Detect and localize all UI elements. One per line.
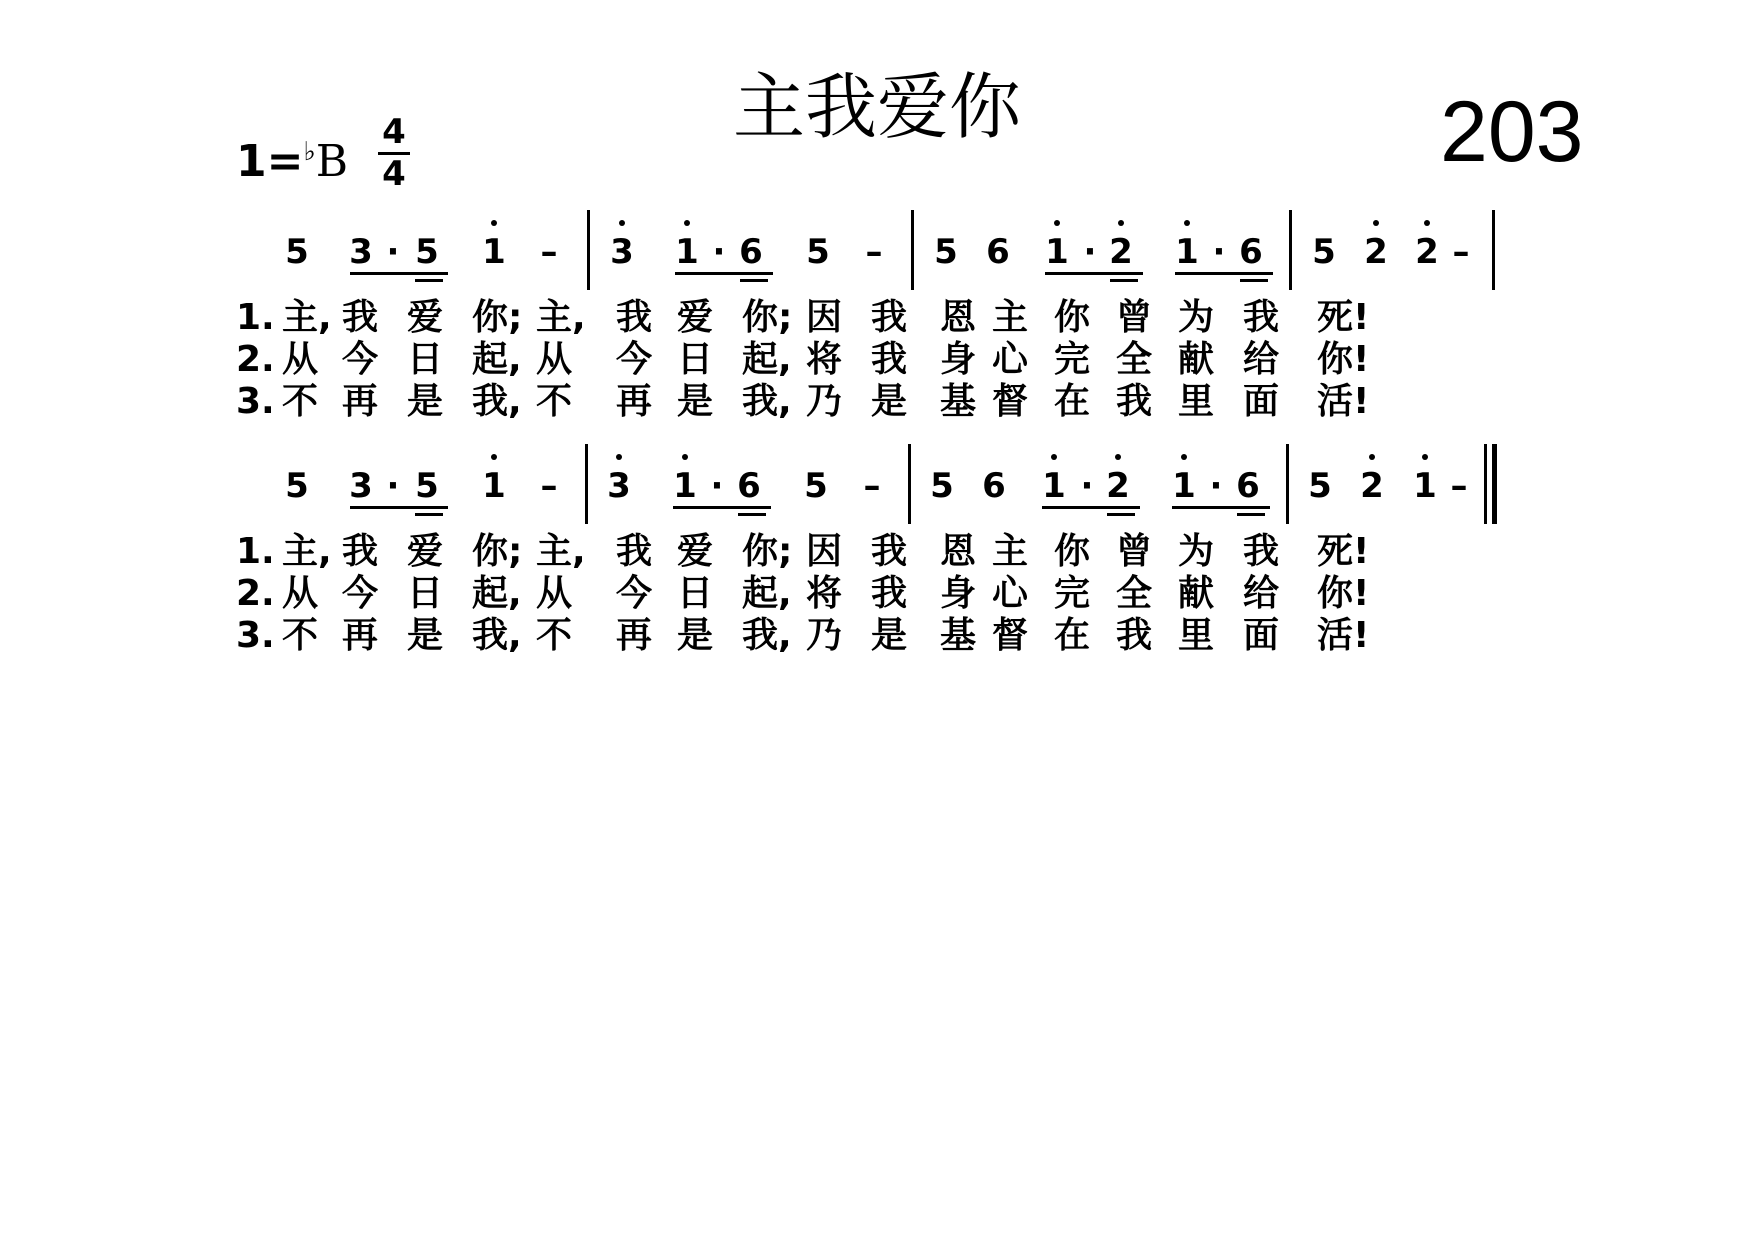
lyric-syllable: 我 [871,339,908,380]
octave-dot [1422,454,1428,460]
lyric-syllable: 为 [1178,297,1215,338]
lyric-syllable: 是 [407,615,444,656]
lyric-syllable: 心 [992,573,1029,614]
note: 1 [1042,466,1066,506]
flat-sign: ♭ [303,137,316,167]
eighth-beam [675,272,773,275]
octave-dot [1369,454,1375,460]
hymn-title: 主我爱你 [732,65,1021,149]
lyric-syllable: 主, [536,297,586,338]
dash: – [540,466,558,506]
lyric-syllable: 你; [472,297,523,338]
note: 3 [610,232,634,272]
lyric-syllable: 爱 [677,297,714,338]
lyric-line-verse-2 [236,574,1536,614]
lyric-syllable: 起, [472,339,522,380]
note: 6 [1239,232,1263,272]
final-barline-thick [1492,444,1497,524]
lyric-syllable: 我 [342,531,379,572]
lyric-syllable: 日 [677,339,714,380]
note: 3 [349,466,373,506]
eighth-beam [1172,506,1270,509]
lyric-syllable: 你! [1317,339,1370,380]
lyric-syllable: 你; [742,297,793,338]
sixteenth-beam [415,513,443,516]
lyric-syllable: 是 [871,615,908,656]
lyric-syllable: 里 [1178,381,1215,422]
lyric-syllable: 你; [742,531,793,572]
lyric-syllable: 给 [1243,573,1280,614]
verse-number: 1. [236,297,275,338]
dash: – [540,232,558,272]
note: 5 [1312,232,1336,272]
lyric-syllable: 从 [282,573,319,614]
note: 6 [1236,466,1260,506]
lyric-syllable: 我 [1116,615,1153,656]
lyric-syllable: 全 [1116,573,1153,614]
lyric-line-verse-3 [236,382,1536,422]
octave-dot [491,220,497,226]
lyric-syllable: 我 [616,297,653,338]
note: 5 [285,466,309,506]
octave-dot [1054,220,1060,226]
lyric-syllable: 恩 [940,531,977,572]
hymn-number: 203 [1440,84,1584,180]
lyric-syllable: 因 [806,297,843,338]
note: 1 [1175,232,1199,272]
lyric-syllable: 我, [472,615,522,656]
note: 1 [673,466,697,506]
octave-dot [1051,454,1057,460]
lyric-syllable: 死! [1317,531,1370,572]
octave-dot [1115,454,1121,460]
lyric-syllable: 起, [472,573,522,614]
octave-dot [491,454,497,460]
sixteenth-beam [1110,279,1138,282]
lyric-syllable: 主, [282,297,332,338]
lyric-syllable: 不 [536,615,573,656]
lyric-syllable: 完 [1054,339,1091,380]
lyric-syllable: 我 [1243,297,1280,338]
lyric-syllable: 主, [536,531,586,572]
lyric-syllable: 再 [616,615,653,656]
lyric-syllable: 我 [871,297,908,338]
lyric-syllable: 日 [407,339,444,380]
octave-dot [682,454,688,460]
lyric-syllable: 全 [1116,339,1153,380]
lyric-syllable: 献 [1178,339,1215,380]
octave-dot [616,454,622,460]
lyric-syllable: 爱 [677,531,714,572]
lyric-syllable: 今 [342,339,379,380]
verse-number: 2. [236,339,275,380]
note: 1 [482,232,506,272]
barline [908,444,911,524]
lyric-syllable: 再 [342,381,379,422]
lyric-syllable: 爱 [407,531,444,572]
barline [911,210,914,290]
eighth-beam [350,272,448,275]
lyric-syllable: 身 [940,573,977,614]
eighth-beam [673,506,771,509]
lyric-syllable: 面 [1243,381,1280,422]
key-prefix: 1= [236,136,304,187]
verse-number: 1. [236,531,275,572]
note: 5 [934,232,958,272]
lyric-syllable: 我 [1116,381,1153,422]
note: 2 [1109,232,1133,272]
lyric-syllable: 是 [407,381,444,422]
lyric-syllable: 乃 [806,615,843,656]
octave-dot [1118,220,1124,226]
note: 3 [607,466,631,506]
augmentation-dot: · [1083,232,1097,272]
note: 6 [737,466,761,506]
lyric-syllable: 是 [677,381,714,422]
lyric-syllable: 从 [536,339,573,380]
verse-number: 3. [236,615,275,656]
lyric-syllable: 日 [407,573,444,614]
lyric-line-verse-2 [236,340,1536,380]
augmentation-dot: · [710,466,724,506]
augmentation-dot: · [1209,466,1223,506]
lyric-syllable: 面 [1243,615,1280,656]
note: 5 [285,232,309,272]
time-signature-bottom: 4 [382,154,406,194]
music-system-2 [0,466,1754,686]
augmentation-dot: · [386,466,400,506]
lyric-syllable: 我 [1243,531,1280,572]
octave-dot [619,220,625,226]
lyric-syllable: 完 [1054,573,1091,614]
barline [1286,444,1289,524]
lyric-syllable: 今 [616,339,653,380]
note: 1 [482,466,506,506]
note: 2 [1360,466,1384,506]
lyric-syllable: 乃 [806,381,843,422]
lyric-syllable: 因 [806,531,843,572]
lyric-syllable: 起, [742,573,792,614]
lyric-syllable: 主 [992,531,1029,572]
note: 3 [349,232,373,272]
lyric-syllable: 我 [342,297,379,338]
dash: – [1452,232,1470,272]
note: 6 [982,466,1006,506]
sixteenth-beam [1240,279,1268,282]
lyric-syllable: 你 [1054,531,1091,572]
lyric-syllable: 是 [871,381,908,422]
lyric-syllable: 在 [1054,615,1091,656]
lyric-line-verse-3 [236,616,1536,656]
note: 2 [1364,232,1388,272]
lyric-syllable: 在 [1054,381,1091,422]
lyric-syllable: 督 [992,615,1029,656]
lyric-syllable: 主, [282,531,332,572]
lyric-syllable: 将 [806,339,843,380]
barline [1492,210,1495,290]
lyric-syllable: 里 [1178,615,1215,656]
octave-dot [1181,454,1187,460]
lyric-syllable: 基 [940,381,977,422]
lyric-syllable: 给 [1243,339,1280,380]
note: 2 [1415,232,1439,272]
lyric-syllable: 基 [940,615,977,656]
lyric-syllable: 爱 [407,297,444,338]
lyric-syllable: 我 [871,573,908,614]
sixteenth-beam [415,279,443,282]
octave-dot [1184,220,1190,226]
lyric-syllable: 日 [677,573,714,614]
lyric-syllable: 为 [1178,531,1215,572]
note: 1 [675,232,699,272]
note: 5 [806,232,830,272]
sixteenth-beam [1237,513,1265,516]
lyric-syllable: 我 [616,531,653,572]
lyric-syllable: 从 [282,339,319,380]
sixteenth-beam [738,513,766,516]
eighth-beam [1175,272,1273,275]
augmentation-dot: · [712,232,726,272]
lyric-syllable: 不 [282,381,319,422]
lyric-syllable: 我 [871,531,908,572]
note: 5 [415,466,439,506]
lyric-syllable: 再 [342,615,379,656]
augmentation-dot: · [1080,466,1094,506]
lyric-syllable: 督 [992,381,1029,422]
lyric-syllable: 主 [992,297,1029,338]
note: 5 [930,466,954,506]
lyric-syllable: 心 [992,339,1029,380]
lyric-line-verse-1 [236,532,1536,572]
lyric-syllable: 活! [1317,381,1370,422]
lyric-syllable: 身 [940,339,977,380]
lyric-syllable: 你; [472,531,523,572]
key-letter: B [315,136,349,187]
eighth-beam [350,506,448,509]
lyric-syllable: 曾 [1116,297,1153,338]
augmentation-dot: · [1212,232,1226,272]
lyric-syllable: 今 [616,573,653,614]
verse-number: 3. [236,381,275,422]
sixteenth-beam [740,279,768,282]
octave-dot [1424,220,1430,226]
dash: – [863,466,881,506]
eighth-beam [1045,272,1143,275]
lyric-syllable: 死! [1317,297,1370,338]
lyric-syllable: 你! [1317,573,1370,614]
lyric-syllable: 今 [342,573,379,614]
barline [585,444,588,524]
note: 5 [415,232,439,272]
barline [1289,210,1292,290]
note: 6 [986,232,1010,272]
time-signature-top: 4 [382,112,406,152]
sixteenth-beam [1107,513,1135,516]
dash: – [865,232,883,272]
lyric-syllable: 恩 [940,297,977,338]
verse-number: 2. [236,573,275,614]
note: 1 [1172,466,1196,506]
lyric-syllable: 曾 [1116,531,1153,572]
lyric-syllable: 你 [1054,297,1091,338]
lyric-syllable: 不 [282,615,319,656]
eighth-beam [1042,506,1140,509]
lyric-syllable: 起, [742,339,792,380]
lyric-syllable: 活! [1317,615,1370,656]
note: 1 [1045,232,1069,272]
lyric-line-verse-1 [236,298,1536,338]
augmentation-dot: · [386,232,400,272]
lyric-syllable: 我, [742,381,792,422]
barline [587,210,590,290]
note: 2 [1106,466,1130,506]
octave-dot [1373,220,1379,226]
octave-dot [684,220,690,226]
lyric-syllable: 我, [742,615,792,656]
lyric-syllable: 不 [536,381,573,422]
lyric-syllable: 从 [536,573,573,614]
note: 5 [1308,466,1332,506]
lyric-syllable: 将 [806,573,843,614]
lyric-syllable: 是 [677,615,714,656]
lyric-syllable: 献 [1178,573,1215,614]
note: 6 [739,232,763,272]
dash: – [1450,466,1468,506]
key-signature [236,112,348,202]
music-system-1 [0,232,1754,452]
lyric-syllable: 我, [472,381,522,422]
note: 5 [804,466,828,506]
note: 1 [1413,466,1437,506]
lyric-syllable: 再 [616,381,653,422]
final-barline-thin [1484,444,1487,524]
